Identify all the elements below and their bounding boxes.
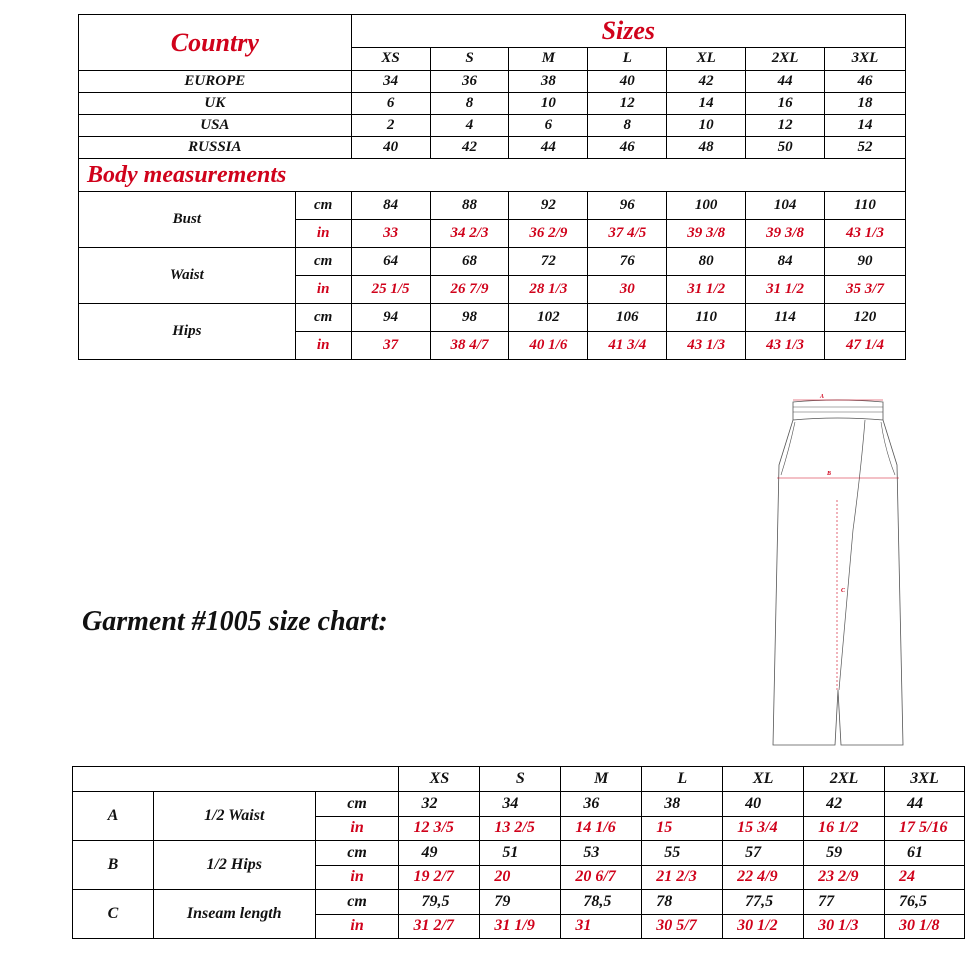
size-value: 12 [588, 93, 667, 115]
measure-name: Waist [79, 248, 296, 304]
size-header: XL [723, 767, 804, 792]
row-b-cm [73, 841, 965, 866]
measure-value: 84 [746, 248, 825, 276]
size-value: 36 [430, 71, 509, 93]
row-a-cm [73, 792, 965, 817]
measure-value: 23 2/9 [804, 865, 885, 890]
label-b: B [827, 471, 832, 477]
measure-value: 22 4/9 [723, 865, 804, 890]
measure-value: 78 [642, 890, 723, 915]
size-value: 10 [667, 115, 746, 137]
measure-value: 20 6/7 [561, 865, 642, 890]
size-value: 44 [509, 137, 588, 159]
measure-value: 80 [667, 248, 746, 276]
size-header: L [642, 767, 723, 792]
size-value: 6 [351, 93, 430, 115]
measure-value: 92 [509, 192, 588, 220]
measure-value: 100 [667, 192, 746, 220]
row-name: 1/2 Waist [153, 792, 315, 841]
unit-label: cm [315, 841, 399, 866]
measure-value: 38 4/7 [430, 332, 509, 360]
measure-value: 110 [825, 192, 906, 220]
measure-value: 96 [588, 192, 667, 220]
size-header: XL [667, 47, 746, 70]
measure-value: 41 3/4 [588, 332, 667, 360]
row-name: 1/2 Hips [153, 841, 315, 890]
measure-value: 106 [588, 304, 667, 332]
country-name: USA [79, 115, 352, 137]
measure-value: 43 1/3 [746, 332, 825, 360]
size-value: 52 [825, 137, 906, 159]
measure-value: 20 [480, 865, 561, 890]
measure-value: 77 [804, 890, 885, 915]
measure-value: 35 3/7 [825, 276, 906, 304]
unit-label: in [315, 914, 399, 939]
measure-value: 42 [804, 792, 885, 817]
measure-value: 30 1/2 [723, 914, 804, 939]
unit-label: in [295, 332, 351, 360]
measure-value: 68 [430, 248, 509, 276]
size-header: S [480, 767, 561, 792]
size-value: 2 [351, 115, 430, 137]
measure-value: 40 [723, 792, 804, 817]
measure-value: 88 [430, 192, 509, 220]
measure-value: 79,5 [399, 890, 480, 915]
measure-value: 98 [430, 304, 509, 332]
measure-value: 36 [561, 792, 642, 817]
measure-value: 44 [885, 792, 965, 817]
size-value: 6 [509, 115, 588, 137]
waist-cm-row [79, 248, 906, 276]
size-value: 34 [351, 71, 430, 93]
measure-value: 37 4/5 [588, 220, 667, 248]
country-size-table [78, 14, 906, 360]
size-header: 3XL [885, 767, 965, 792]
measure-value: 61 [885, 841, 965, 866]
size-value: 42 [430, 137, 509, 159]
size-value: 40 [588, 71, 667, 93]
measure-value: 25 1/5 [351, 276, 430, 304]
size-value: 42 [667, 71, 746, 93]
measure-value: 94 [351, 304, 430, 332]
measure-value: 37 [351, 332, 430, 360]
measure-value: 39 3/8 [667, 220, 746, 248]
measure-value: 34 [480, 792, 561, 817]
size-value: 10 [509, 93, 588, 115]
measure-value: 102 [509, 304, 588, 332]
measure-value: 30 [588, 276, 667, 304]
measure-value: 78,5 [561, 890, 642, 915]
measure-value: 15 3/4 [723, 816, 804, 841]
measure-value: 24 [885, 865, 965, 890]
size-value: 4 [430, 115, 509, 137]
measure-value: 53 [561, 841, 642, 866]
sizes-header: Sizes [351, 15, 905, 48]
measure-value: 51 [480, 841, 561, 866]
measure-value: 31 1/2 [746, 276, 825, 304]
measure-value: 31 2/7 [399, 914, 480, 939]
pants-outline [773, 420, 903, 745]
country-row-europe [79, 71, 906, 93]
measure-value: 55 [642, 841, 723, 866]
measure-value: 33 [351, 220, 430, 248]
pants-diagram [765, 390, 915, 755]
measure-value: 32 [399, 792, 480, 817]
size-header: M [509, 47, 588, 70]
hips-cm-row [79, 304, 906, 332]
size-value: 18 [825, 93, 906, 115]
measure-name: Hips [79, 304, 296, 360]
unit-label: in [295, 276, 351, 304]
garment-size-table [72, 766, 965, 939]
measure-value: 49 [399, 841, 480, 866]
label-a: A [820, 394, 825, 400]
unit-label: cm [315, 792, 399, 817]
measure-value: 30 1/8 [885, 914, 965, 939]
country-name: EUROPE [79, 71, 352, 93]
measure-name: Bust [79, 192, 296, 248]
measure-value: 30 5/7 [642, 914, 723, 939]
row-code: B [73, 841, 154, 890]
measure-value: 30 1/3 [804, 914, 885, 939]
waistband-shape [793, 400, 883, 420]
unit-label: cm [295, 192, 351, 220]
measure-value: 84 [351, 192, 430, 220]
unit-label: in [315, 816, 399, 841]
row-code: C [73, 890, 154, 939]
size-header: S [430, 47, 509, 70]
size-header: 2XL [746, 47, 825, 70]
measure-value: 72 [509, 248, 588, 276]
unit-label: cm [295, 304, 351, 332]
measure-value: 39 3/8 [746, 220, 825, 248]
body-measurements-header: Body measurements [79, 159, 906, 192]
size-value: 44 [746, 71, 825, 93]
measure-value: 34 2/3 [430, 220, 509, 248]
measure-value: 38 [642, 792, 723, 817]
row-name: Inseam length [153, 890, 315, 939]
country-name: RUSSIA [79, 137, 352, 159]
country-header: Country [79, 15, 352, 71]
measure-value: 28 1/3 [509, 276, 588, 304]
size-value: 16 [746, 93, 825, 115]
measure-value: 104 [746, 192, 825, 220]
measure-value: 120 [825, 304, 906, 332]
size-value: 46 [588, 137, 667, 159]
size-value: 40 [351, 137, 430, 159]
measure-value: 79 [480, 890, 561, 915]
measure-value: 64 [351, 248, 430, 276]
measure-value: 114 [746, 304, 825, 332]
size-header: M [561, 767, 642, 792]
size-header: XS [351, 47, 430, 70]
size-header: 3XL [825, 47, 906, 70]
measure-value: 12 3/5 [399, 816, 480, 841]
size-value: 46 [825, 71, 906, 93]
measure-value: 15 [642, 816, 723, 841]
blank-header [73, 767, 399, 792]
size-value: 14 [667, 93, 746, 115]
label-c: C [841, 588, 846, 594]
country-row-russia [79, 137, 906, 159]
size-value: 14 [825, 115, 906, 137]
measure-value: 90 [825, 248, 906, 276]
bust-cm-row [79, 192, 906, 220]
measure-value: 21 2/3 [642, 865, 723, 890]
country-name: UK [79, 93, 352, 115]
size-value: 12 [746, 115, 825, 137]
measure-value: 36 2/9 [509, 220, 588, 248]
unit-label: in [295, 220, 351, 248]
measure-value: 76 [588, 248, 667, 276]
garment-title: Garment #1005 size chart: [82, 606, 388, 637]
measure-value: 40 1/6 [509, 332, 588, 360]
unit-label: cm [295, 248, 351, 276]
row-c-cm [73, 890, 965, 915]
measure-value: 59 [804, 841, 885, 866]
measure-value: 77,5 [723, 890, 804, 915]
measure-value: 43 1/3 [825, 220, 906, 248]
measure-value: 110 [667, 304, 746, 332]
size-value: 38 [509, 71, 588, 93]
row-code: A [73, 792, 154, 841]
country-row-usa [79, 115, 906, 137]
measure-value: 31 1/2 [667, 276, 746, 304]
measure-value: 57 [723, 841, 804, 866]
measure-value: 47 1/4 [825, 332, 906, 360]
measure-value: 31 [561, 914, 642, 939]
measure-value: 26 7/9 [430, 276, 509, 304]
size-header: L [588, 47, 667, 70]
unit-label: cm [315, 890, 399, 915]
size-header: XS [399, 767, 480, 792]
measure-value: 14 1/6 [561, 816, 642, 841]
measure-value: 17 5/16 [885, 816, 965, 841]
measure-value: 19 2/7 [399, 865, 480, 890]
measure-value: 13 2/5 [480, 816, 561, 841]
unit-label: in [315, 865, 399, 890]
measure-value: 16 1/2 [804, 816, 885, 841]
size-value: 48 [667, 137, 746, 159]
measure-value: 43 1/3 [667, 332, 746, 360]
size-value: 50 [746, 137, 825, 159]
country-row-uk [79, 93, 906, 115]
size-value: 8 [430, 93, 509, 115]
size-value: 8 [588, 115, 667, 137]
size-header: 2XL [804, 767, 885, 792]
measure-value: 31 1/9 [480, 914, 561, 939]
measure-value: 76,5 [885, 890, 965, 915]
